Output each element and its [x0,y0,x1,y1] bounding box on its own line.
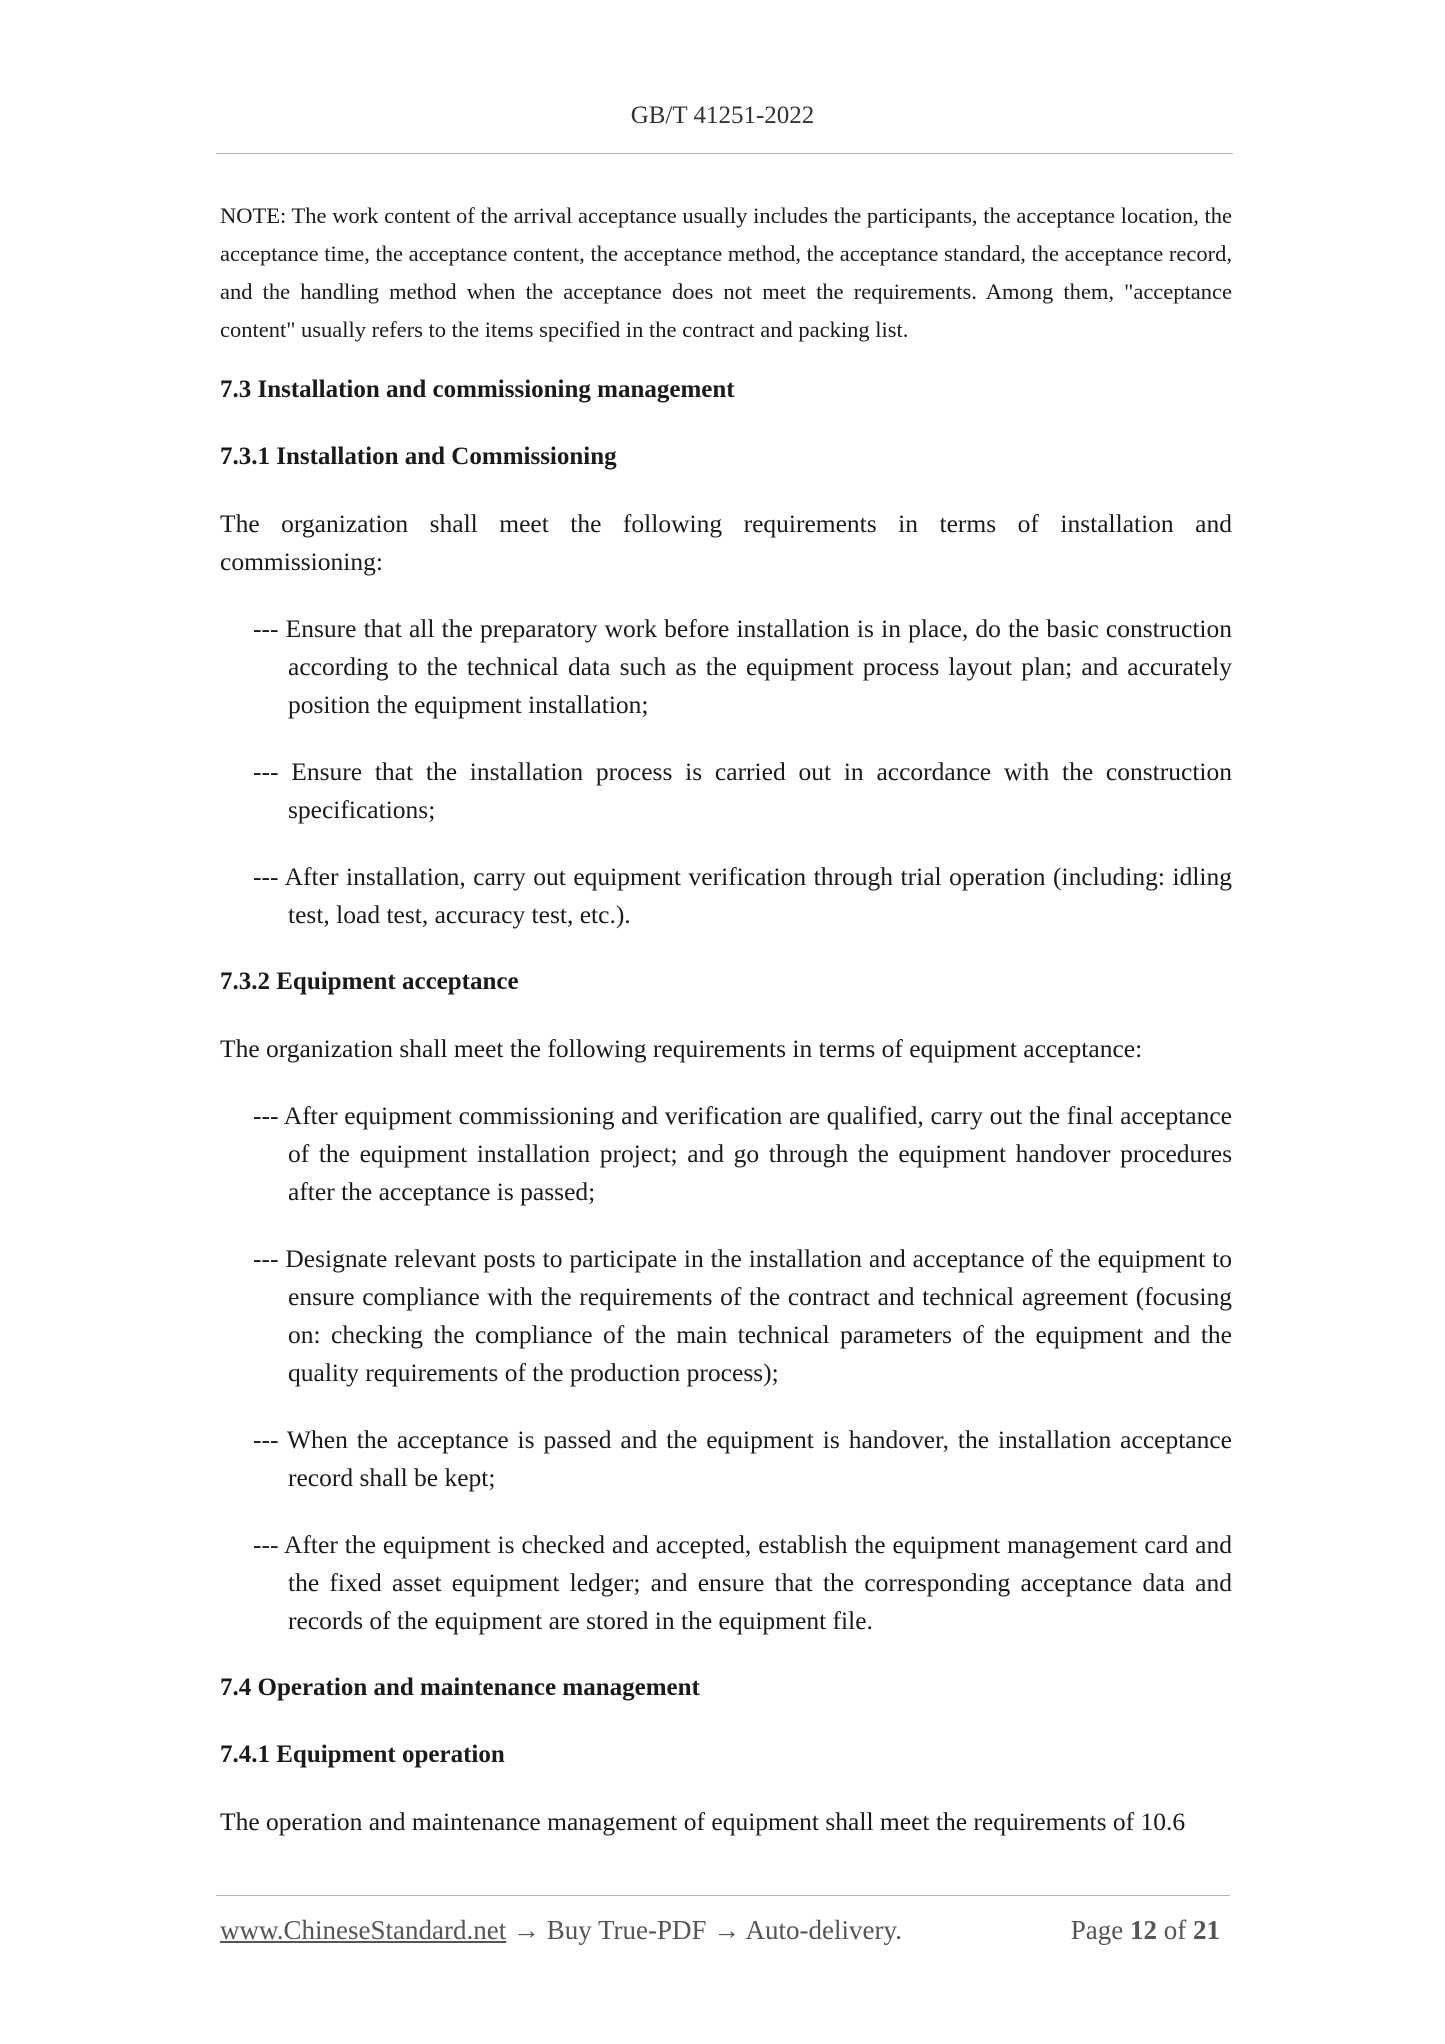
section-7-3-2-heading: 7.3.2 Equipment acceptance [220,968,519,995]
footer-promo [220,1915,902,1946]
list-item: --- Ensure that the installation process is carried out in accordance with the construction specifications; [253,757,1232,824]
header-divider [216,153,1233,154]
list-item: --- Ensure that all the preparatory work before installation is in place, do the basic construction according to the technical data such as the equipment process layout plan; and accurately position the equipment installation; [253,614,1232,719]
list-item: --- When the acceptance is passed and the equipment is handover, the installation acceptance record shall be kept; [253,1425,1232,1492]
current-page: 12 [1130,1915,1157,1945]
list-item: --- Designate relevant posts to participate in the installation and acceptance of the equipment to ensure compliance with the requirements of the contract and technical agreement (focusing on: checking the compliance of the main technical parameters of the equipment and the quality requirements of the production process); [253,1244,1232,1387]
document-id-header: GB/T 41251-2022 [630,102,815,129]
page-number [1071,1915,1220,1946]
total-pages: 21 [1193,1915,1220,1945]
note-paragraph: NOTE: The work content of the arrival acceptance usually includes the participants, the acceptance location, the acceptance time, the acceptance content, the acceptance method, the acceptance standard, the acceptance record, and the handling method when the acceptance does not meet the requirements. Among them, "acceptance content" usually refers to the items specified in the contract and packing list. [220,203,1232,342]
section-7-3-1-intro: The organization shall meet the following requirements in terms of installation and commissioning: [220,509,1232,576]
list-item: --- After equipment commissioning and verification are qualified, carry out the final acceptance of the equipment installation project; and go through the equipment handover procedures after the acceptance is passed; [253,1101,1232,1206]
section-7-3-heading: 7.3 Installation and commissioning management [220,376,735,403]
list-item: --- After installation, carry out equipment verification through trial operation (including: idling test, load test, accuracy test, etc.). [253,862,1232,929]
list-item: --- After the equipment is checked and accepted, establish the equipment management card and the fixed asset equipment ledger; and ensure that the corresponding acceptance data and records of the equipment are stored in the equipment file. [253,1530,1232,1635]
page-content [220,197,1232,1870]
footer-divider [216,1895,1230,1896]
promo-text: → Buy True-PDF → Auto-delivery. [506,1915,902,1945]
of-label: of [1163,1915,1187,1945]
section-7-4-1-intro: The operation and maintenance management of equipment shall meet the requirements of 10.6 [220,1807,1186,1836]
website-link[interactable]: www.ChineseStandard.net [220,1915,507,1945]
section-7-3-2-intro: The organization shall meet the following requirements in terms of equipment acceptance: [220,1034,1143,1063]
section-7-3-1-heading: 7.3.1 Installation and Commissioning [220,443,617,470]
section-7-4-1-heading: 7.4.1 Equipment operation [220,1741,505,1768]
page-label: Page [1070,1915,1124,1945]
section-7-4-heading: 7.4 Operation and maintenance management [220,1674,700,1701]
